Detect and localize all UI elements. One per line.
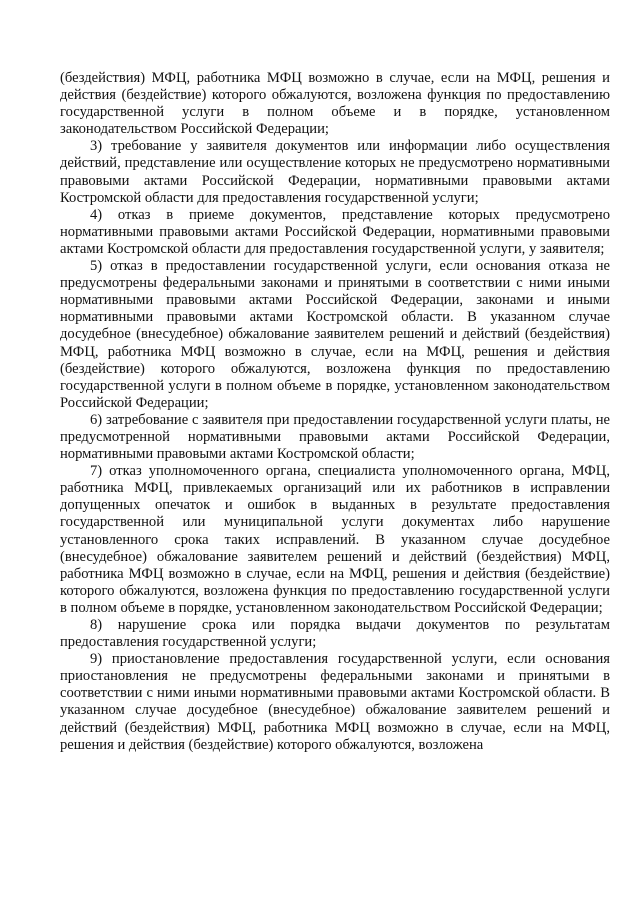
paragraph-item-4: 4) отказ в приеме документов, представление которых предусмотрено нормативными правовыми актами Российской Федерации, нормативными правовыми актами Костромской области для предоставления государственной услуги, у заявителя; [60,206,610,257]
paragraph-item-5: 5) отказ в предоставлении государственной услуги, если основания отказа не предусмотрены федеральными законами и принятыми в соответствии с ними иными нормативными правовыми актами Российской Федерации, законами и иными нормативными правовыми актами Костромской области. В указанном случае досудебное (внесудебное) обжалование заявителем решений и действий (бездействия) МФЦ, работника МФЦ возможно в случае, если на МФЦ, решения и действия (бездействие) которого обжалуются, возложена функция по предоставлению государственной услуги в полном объеме в порядке, установленном законодательством Российской Федерации; [60,258,610,411]
paragraph-item-3: 3) требование у заявителя документов или информации либо осуществления действий, представление или осуществление которых не предусмотрено нормативными правовыми актами Российской Федерации, нормативными правовыми актами Костромской области для предоставления государственной услуги; [60,138,610,206]
paragraph-item-6: 6) затребование с заявителя при предоставлении государственной услуги платы, не предусмотренной нормативными правовыми актами Российской Федерации, нормативными правовыми актами Костромской области; [60,411,610,463]
paragraph-item-8: 8) нарушение срока или порядка выдачи документов по результатам предоставления государственной услуги; [60,617,610,651]
paragraph-item-7: 7) отказ уполномоченного органа, специалиста уполномоченного органа, МФЦ, работника МФЦ, привлекаемых организаций или их работников в исправлении допущенных опечаток и ошибок в выданных в результате предоставления государственной или муниципальной услуги документах либо нарушение установленного срока таких исправлений. В указанном случае досудебное (внесудебное) обжалование заявителем решений и действий (бездействия) МФЦ, работника МФЦ возможно в случае, если на МФЦ, решения и действия (бездействие) которого обжалуются, возложена функция по предоставлению государственной услуги в полном объеме в порядке, установленном законодательством Российской Федерации; [60,463,610,616]
paragraph-continuation: (бездействия) МФЦ, работника МФЦ возможно в случае, если на МФЦ, решения и действия (бездействие) которого обжалуются, возложена функция по предоставлению государственной услуги в полном объеме и в порядке, установленном законодательством Российской Федерации; [60,70,610,138]
paragraph-item-9: 9) приостановление предоставления государственной услуги, если основания приостановления не предусмотрены федеральными законами и принятыми в соответствии с ними иными нормативными правовыми актами Костромской области. В указанном случае досудебное (внесудебное) обжалование заявителем решений и действий (бездействия) МФЦ, работника МФЦ возможно в случае, если на МФЦ, решения и действия (бездействие) которого обжалуются, возложена [60,651,610,753]
